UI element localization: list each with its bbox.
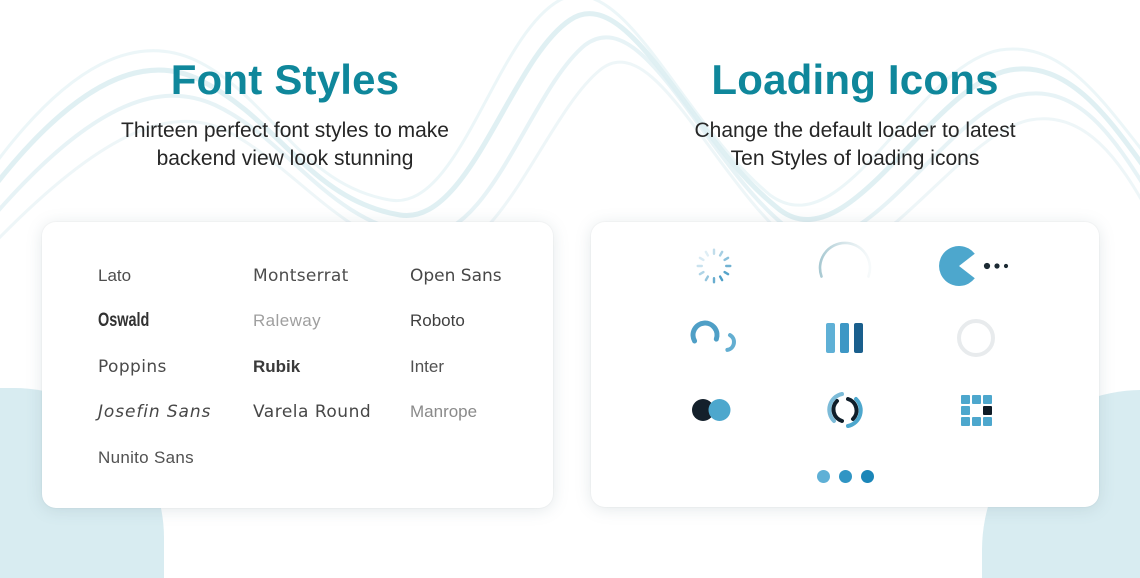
- bars-loader-glyph: [826, 323, 863, 353]
- grid-square: [961, 406, 970, 415]
- font-name-manrope: Manrope: [410, 402, 478, 422]
- grid-squares-loader-icon: [911, 374, 1042, 446]
- dual-arc-spinner-icon: [648, 302, 779, 374]
- grid-square: [961, 417, 970, 426]
- pacman-loader-icon: [911, 230, 1042, 302]
- ring-loader-glyph: [957, 319, 995, 357]
- font-styles-title: Font Styles: [170, 56, 400, 103]
- bars-loader-icon: [779, 302, 910, 374]
- font-styles-subtitle: [0, 117, 570, 173]
- grid-square: [972, 395, 981, 404]
- ring-loader-icon: [911, 302, 1042, 374]
- font-name-poppins: Poppins: [98, 356, 167, 377]
- grid-square: [983, 395, 992, 404]
- font-styles-card: [42, 222, 553, 508]
- loading-icons-subtitle-line2: Ten Styles of loading icons: [730, 147, 980, 171]
- font-name-inter: Inter: [410, 356, 445, 376]
- font-name-open-sans: Open Sans: [410, 265, 502, 286]
- loading-icons-subtitle: [570, 117, 1140, 173]
- font-styles-subtitle-line1: Thirteen perfect font styles to make: [121, 119, 449, 143]
- font-name-lato: Lato: [98, 265, 132, 285]
- broken-ring-spinner-icon: [779, 374, 910, 446]
- font-name-oswald: Oswald: [98, 310, 150, 332]
- grid-square-dark: [983, 406, 992, 415]
- grid-square: [972, 417, 981, 426]
- font-name-rubik: Rubik: [253, 356, 301, 376]
- font-name-raleway: Raleway: [253, 311, 321, 331]
- loading-icons-card: [591, 222, 1099, 507]
- font-styles-subtitle-line2: backend view look stunning: [156, 147, 414, 171]
- grid-square-empty: [972, 406, 981, 415]
- dotted-ring-spinner-icon: [648, 230, 779, 302]
- broken-ring-spinner-glyph: [823, 388, 867, 432]
- loading-icons-subtitle-line1: Change the default loader to latest: [694, 119, 1016, 143]
- grid-square: [983, 417, 992, 426]
- font-name-nunito-sans: Nunito Sans: [98, 447, 194, 467]
- section-font-styles: [0, 0, 570, 173]
- font-name-montserrat: Montserrat: [253, 265, 349, 286]
- font-name-varela-round: Varela Round: [253, 402, 372, 423]
- grid-squares-loader-glyph: [961, 395, 992, 426]
- section-loading-icons: [570, 0, 1140, 173]
- font-list: [42, 222, 553, 481]
- font-name-roboto: Roboto: [410, 311, 465, 331]
- dual-arc-spinner-glyph: [686, 318, 742, 358]
- bar-dark: [854, 323, 863, 353]
- three-dots-loader-icon: [591, 446, 1099, 506]
- bar-medium: [840, 323, 849, 353]
- bar-light: [826, 323, 835, 353]
- dual-ball-loader-glyph: [691, 398, 737, 422]
- font-name-josefin-sans: Josefin Sans: [98, 402, 212, 423]
- arc-spinner-glyph: [815, 236, 875, 296]
- dot-light: [817, 470, 830, 483]
- grid-square: [961, 395, 970, 404]
- loading-icons-title: Loading Icons: [711, 56, 999, 103]
- dot-medium: [839, 470, 852, 483]
- loader-grid: [591, 222, 1099, 446]
- pacman-loader-glyph: [939, 244, 1013, 288]
- dual-ball-loader-icon: [648, 374, 779, 446]
- arc-spinner-icon: [779, 230, 910, 302]
- dotted-ring-spinner-glyph: [692, 244, 736, 288]
- dot-dark: [861, 470, 874, 483]
